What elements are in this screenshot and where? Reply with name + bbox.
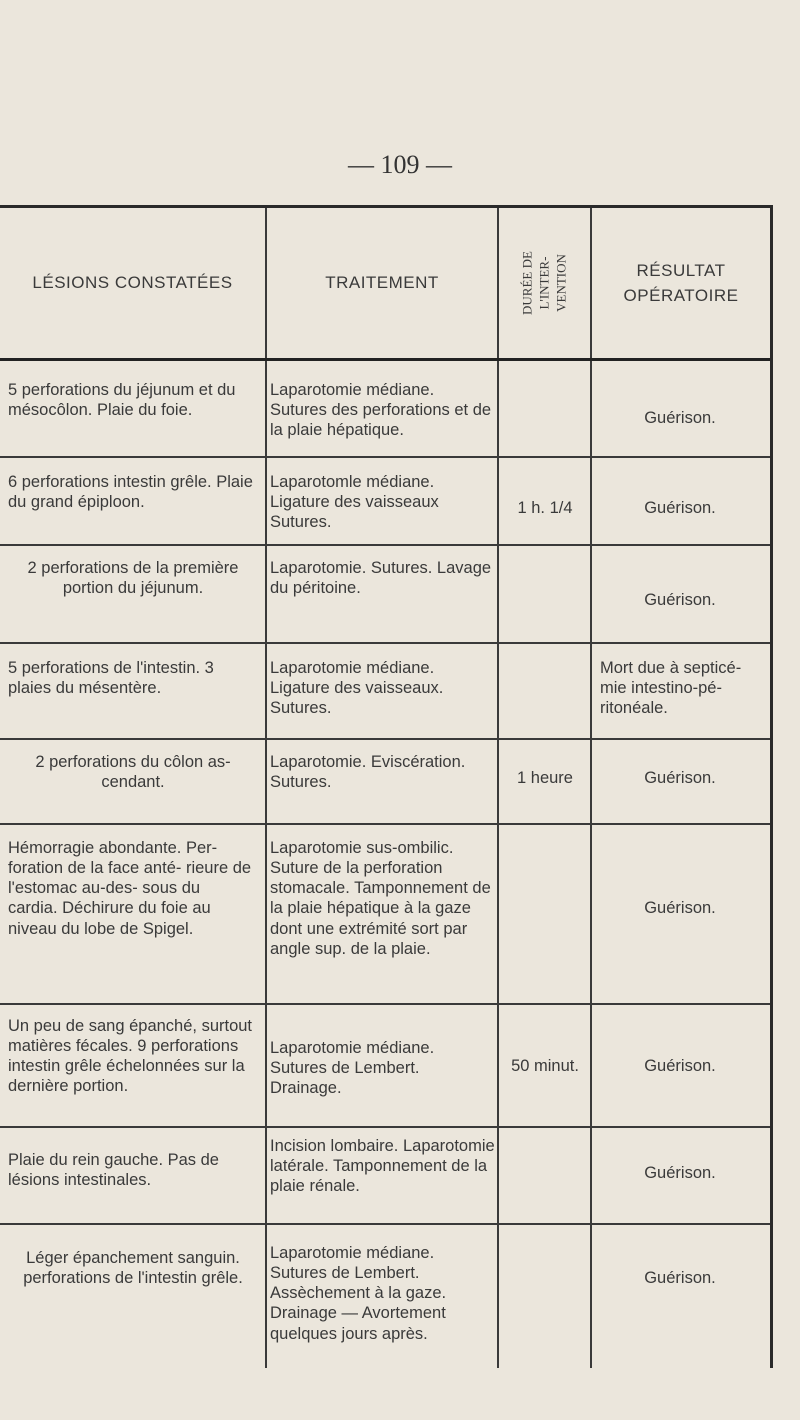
column-divider — [590, 208, 592, 1368]
row-9-lesions: Léger épanchement sanguin. perforations de l'intestin grêle. — [23, 1249, 243, 1288]
row-4-treatment: Laparotomie médiane. Ligature des vaisseaux. Sutures. — [270, 659, 444, 718]
page-number: — 109 — — [348, 150, 452, 179]
row-7-duration: 50 minut. — [511, 1057, 579, 1075]
row-divider — [0, 456, 770, 458]
row-divider — [0, 1003, 770, 1005]
row-4-lesions: 5 perforations de l'intestin. 3 plaies du mésentère. — [8, 659, 214, 698]
row-9-result: Guérison. — [644, 1269, 716, 1287]
row-divider — [0, 738, 770, 740]
header-result: RÉSULTAT OPÉRATOIRE — [623, 260, 739, 305]
row-1-lesions: 5 perforations du jéjunum et du mésocôlon. Plaie du foie. — [8, 381, 236, 420]
row-divider — [0, 823, 770, 825]
row-2-duration: 1 h. 1/4 — [517, 499, 573, 517]
row-2-lesions: 6 perforations intestin grêle. Plaie du grand épiploon. — [8, 473, 253, 512]
row-4-result: Mort due à septicé- mie intestino-pé- ritonéale. — [600, 659, 742, 718]
row-divider — [0, 642, 770, 644]
header-duration: DURÉE DE L'INTER- VENTION — [519, 251, 569, 315]
row-9-treatment: Laparotomie médiane. Sutures de Lembert. Assèchement à la gaze. Drainage — Avortement quelques jours après. — [270, 1244, 447, 1343]
header-duration-cell — [500, 208, 590, 358]
header-treatment: TRAITEMENT — [325, 273, 439, 293]
row-1-result: Guérison. — [644, 409, 716, 427]
row-1-treatment: Laparotomie médiane. Sutures des perforations et de la plaie hépatique. — [270, 381, 492, 440]
row-3-treatment: Laparotomie. Sutures. Lavage du péritoine. — [270, 559, 492, 598]
row-5-duration: 1 heure — [517, 769, 573, 787]
row-7-treatment: Laparotomie médiane. Sutures de Lembert. Drainage. — [270, 1039, 435, 1098]
header-lesions: LÉSIONS CONSTATÉES — [32, 273, 233, 293]
row-8-result: Guérison. — [644, 1164, 716, 1182]
row-2-treatment: Laparotomle médiane. Ligature des vaisseaux Sutures. — [270, 473, 439, 532]
row-6-treatment: Laparotomie sus-ombilic. Suture de la perforation stomacale. Tamponnement de la plaie hépatique à la gaze dont une extrémité sort par angle sup. de la plaie. — [270, 839, 491, 958]
column-divider — [497, 208, 499, 1368]
row-6-lesions: Hémorragie abondante. Per- foration de la face anté- rieure de l'estomac au-des- sous du cardia. Déchirure du foie au niveau du lobe de Spigel. — [8, 839, 252, 938]
surgery-results-table — [0, 205, 773, 1368]
row-5-lesions: 2 perforations du côlon as- cendant. — [35, 753, 231, 792]
row-3-result: Guérison. — [644, 591, 716, 609]
row-divider — [0, 1223, 770, 1225]
row-3-lesions: 2 perforations de la première portion du jéjunum. — [27, 559, 239, 598]
row-6-result: Guérison. — [644, 899, 716, 917]
row-5-result: Guérison. — [644, 769, 716, 787]
row-7-lesions: Un peu de sang épanché, surtout matières fécales. 9 perforations intestin grêle échelonnées sur la dernière portion. — [8, 1017, 253, 1096]
row-8-lesions: Plaie du rein gauche. Pas de lésions intestinales. — [8, 1151, 219, 1190]
row-8-treatment: Incision lombaire. Laparotomie latérale. Tamponnement de la plaie rénale. — [270, 1137, 495, 1196]
row-5-treatment: Laparotomie. Eviscération. Sutures. — [270, 753, 466, 792]
header-rule — [0, 358, 770, 361]
row-7-result: Guérison. — [644, 1057, 716, 1075]
row-2-result: Guérison. — [644, 499, 716, 517]
row-divider — [0, 1126, 770, 1128]
row-divider — [0, 544, 770, 546]
column-divider — [265, 208, 267, 1368]
